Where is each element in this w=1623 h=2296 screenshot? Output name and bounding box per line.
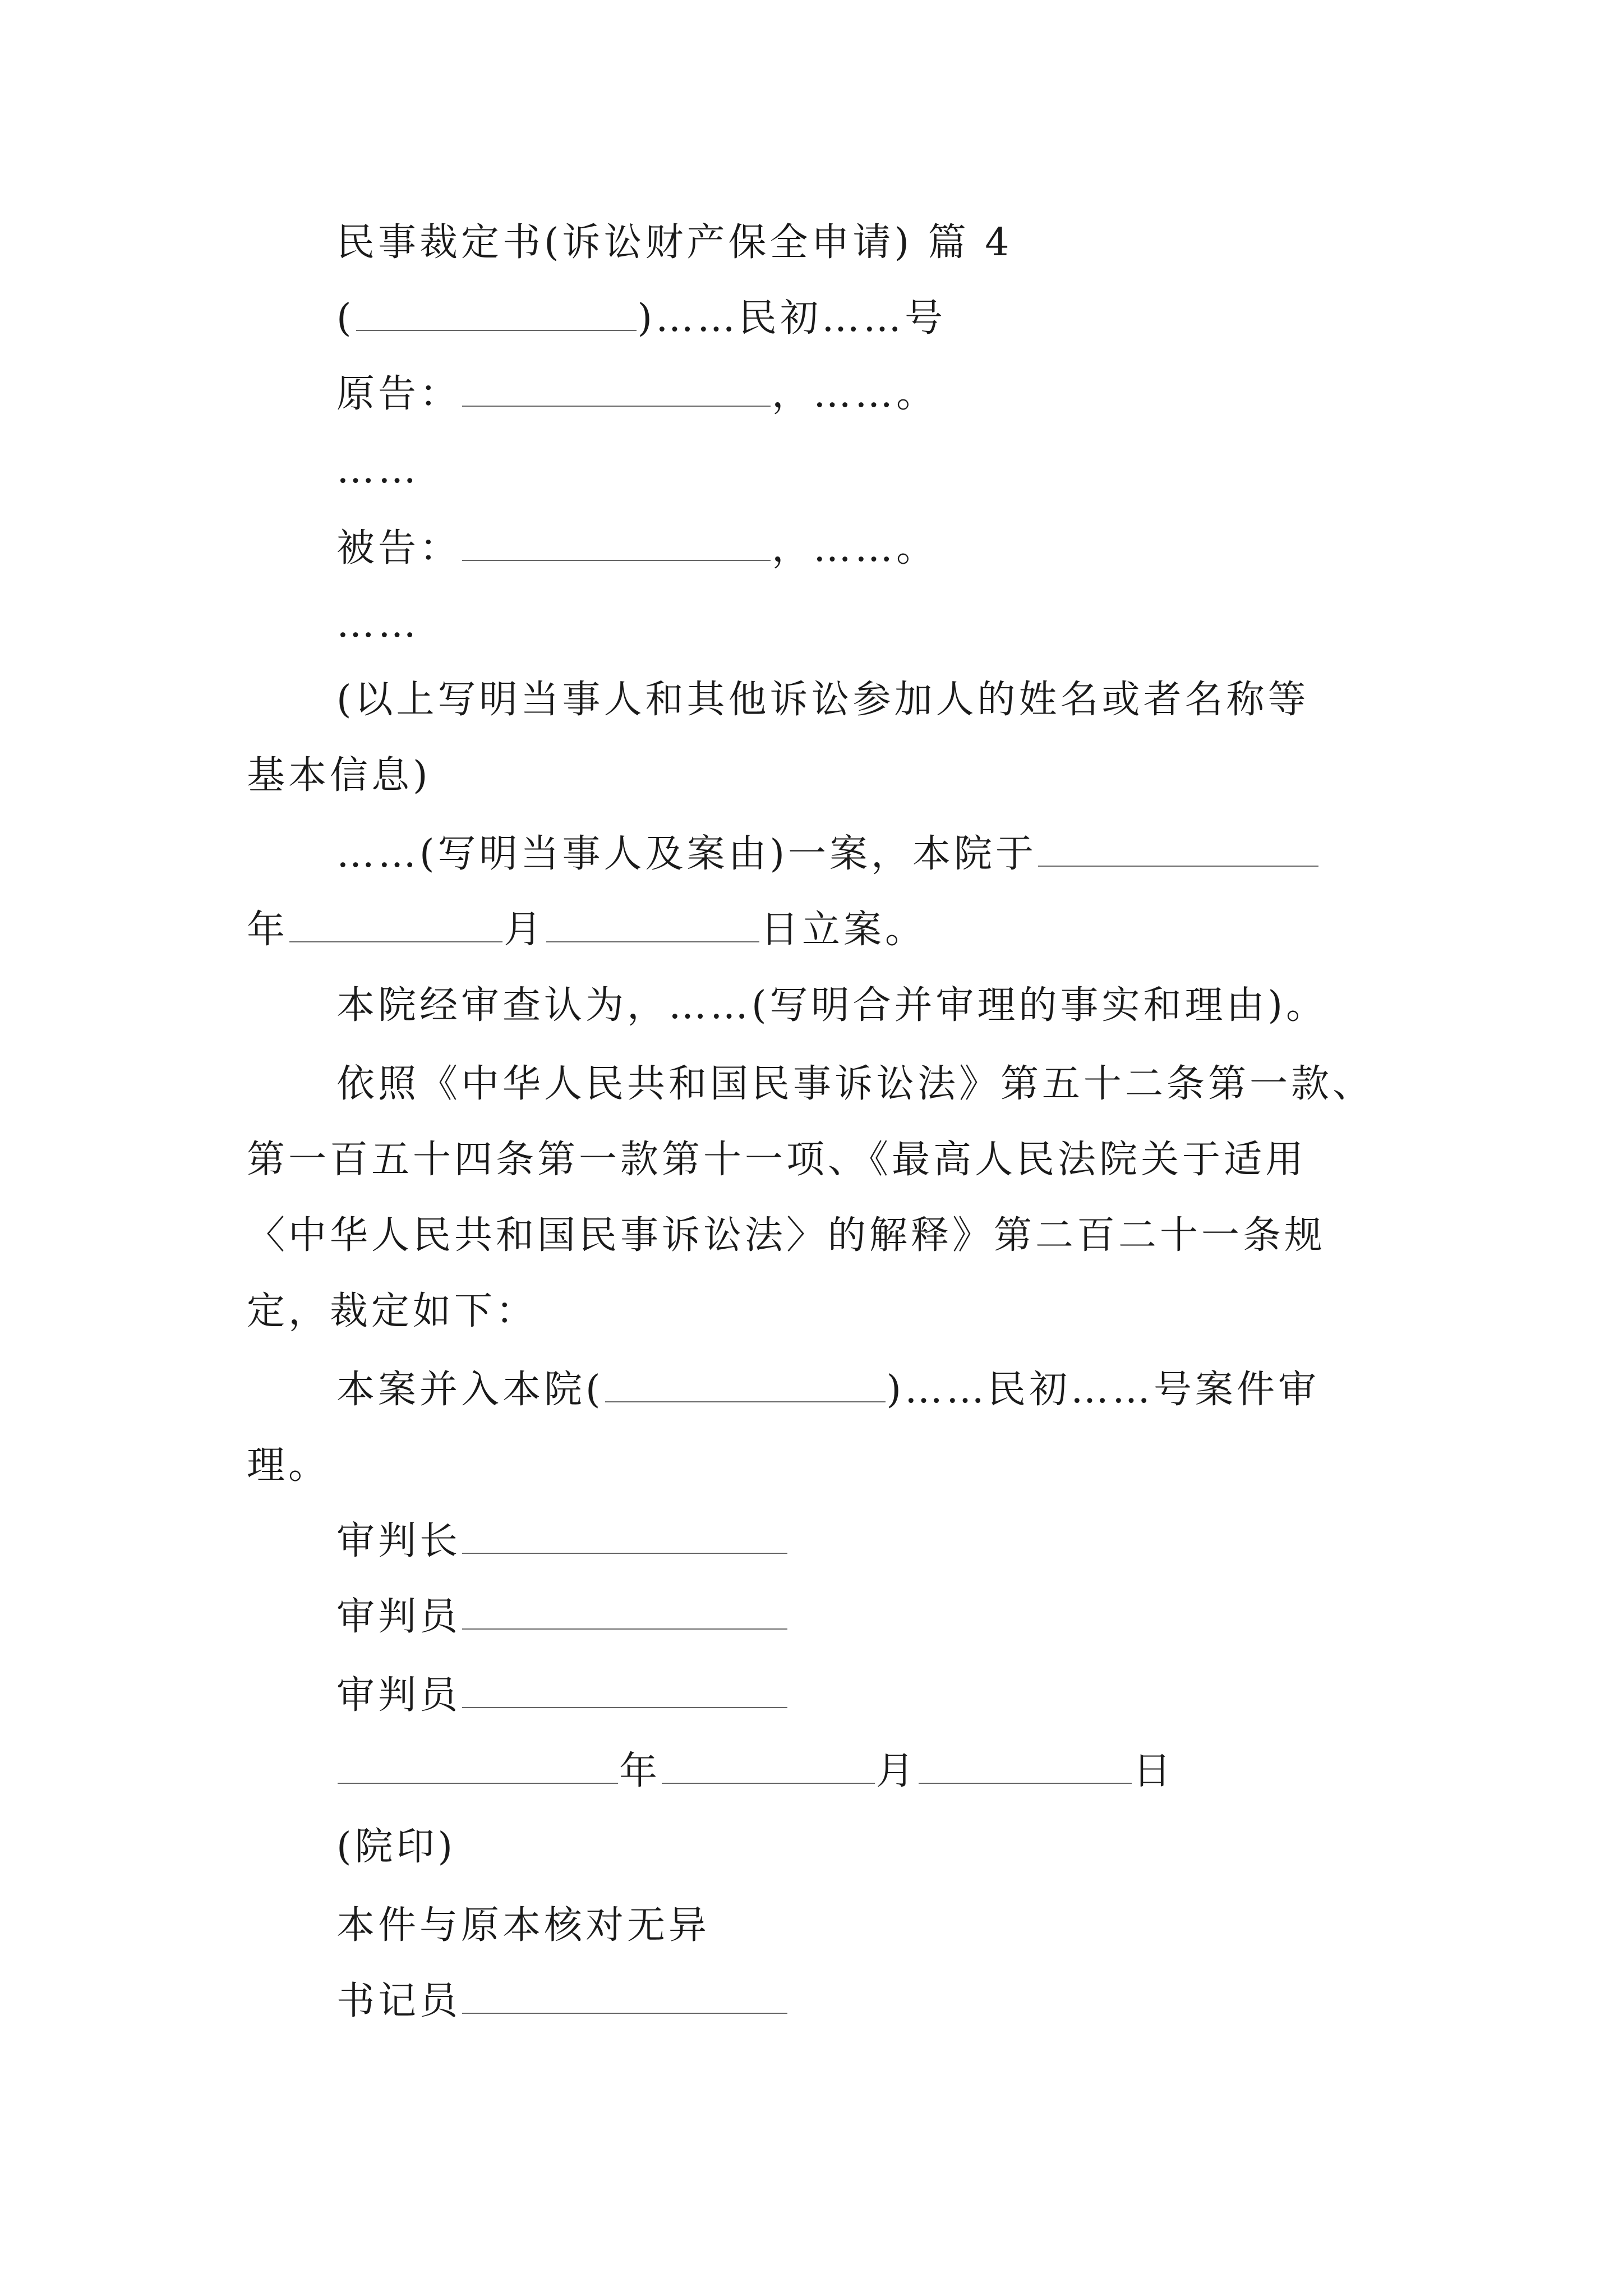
date-year-label: 年 xyxy=(619,1749,661,1793)
judge-1-blank xyxy=(462,1589,787,1630)
judge-1-line xyxy=(0,1579,789,1655)
plaintiff-suffix: ，……。 xyxy=(772,372,938,416)
date-month-blank xyxy=(662,1743,875,1784)
chief-judge-blank xyxy=(462,1513,787,1554)
date-day-blank xyxy=(919,1743,1132,1784)
date-year-blank xyxy=(338,1743,618,1784)
defendant-suffix: ，……。 xyxy=(772,526,938,570)
court-seal: (院印) xyxy=(336,1825,457,1869)
case-year-blank xyxy=(356,291,637,331)
defendant-line xyxy=(0,510,938,587)
defendant-ellipsis: …… xyxy=(336,602,419,646)
party-note-line-2: 基本信息) xyxy=(247,753,431,798)
filing-text: ……(写明当事人及案由)一案，本院于 xyxy=(336,832,1038,876)
filing-month-blank xyxy=(289,902,502,942)
date-month-label: 月 xyxy=(876,1749,918,1793)
plaintiff-label: 原告： xyxy=(336,372,462,416)
filing-line-1 xyxy=(0,816,1320,892)
filing-day-blank xyxy=(546,902,759,942)
plaintiff-line xyxy=(0,356,938,432)
filing-line-2 xyxy=(0,892,926,968)
party-note-line-1: (以上写明当事人和其他诉讼参加人的姓名或者名称等 xyxy=(336,678,1310,722)
date-day-label: 日 xyxy=(1133,1749,1175,1793)
chief-judge-line xyxy=(0,1503,789,1580)
ruling-part-1: 本案并入本院( xyxy=(336,1368,604,1412)
chief-judge-label: 审判长 xyxy=(336,1519,462,1563)
ruling-part-2: )……民初……号案件审 xyxy=(886,1368,1320,1412)
judge-2-blank xyxy=(462,1668,787,1708)
defendant-name-blank xyxy=(462,521,771,561)
finding-paragraph: 本院经审查认为，……(写明合并审理的事实和理由)。 xyxy=(336,983,1328,1028)
case-number-close: )……民初……号 xyxy=(637,296,947,341)
plaintiff-name-blank xyxy=(462,366,771,407)
filing-month-label: 月 xyxy=(504,908,546,952)
clerk-label: 书记员 xyxy=(336,1979,462,2023)
judge-2-label: 审判员 xyxy=(336,1673,462,1718)
clerk-blank xyxy=(462,1973,787,2014)
basis-line-2: 第一百五十四条第一款第十一项、《最高人民法院关于适用 xyxy=(247,1138,1307,1182)
basis-line-4: 定，裁定如下： xyxy=(247,1289,538,1333)
ruling-line-1 xyxy=(0,1352,1320,1428)
clerk-line xyxy=(0,1963,789,2040)
ruling-case-year-blank xyxy=(605,1362,886,1402)
case-number-open: ( xyxy=(336,296,355,341)
filing-day-text: 日立案。 xyxy=(760,908,927,952)
judge-1-label: 审判员 xyxy=(336,1595,462,1639)
document-title: 民事裁定书(诉讼财产保全申请) 篇 4 xyxy=(336,220,1013,265)
defendant-label: 被告： xyxy=(336,526,462,570)
plaintiff-ellipsis: …… xyxy=(336,448,419,492)
basis-line-3: 〈中华人民共和国民事诉讼法〉的解释》第二百二十一条规 xyxy=(247,1213,1326,1258)
verification-note: 本件与原本核对无异 xyxy=(336,1903,711,1948)
ruling-date-line xyxy=(0,1733,1174,1810)
basis-line-1: 依照《中华人民共和国民事诉讼法》第五十二条第一款、 xyxy=(336,1062,1375,1106)
filing-year-label: 年 xyxy=(247,908,289,952)
case-number-line xyxy=(0,280,946,357)
judge-2-line xyxy=(0,1658,789,1734)
filing-year-blank xyxy=(1038,826,1318,867)
ruling-line-2: 理。 xyxy=(247,1443,330,1488)
